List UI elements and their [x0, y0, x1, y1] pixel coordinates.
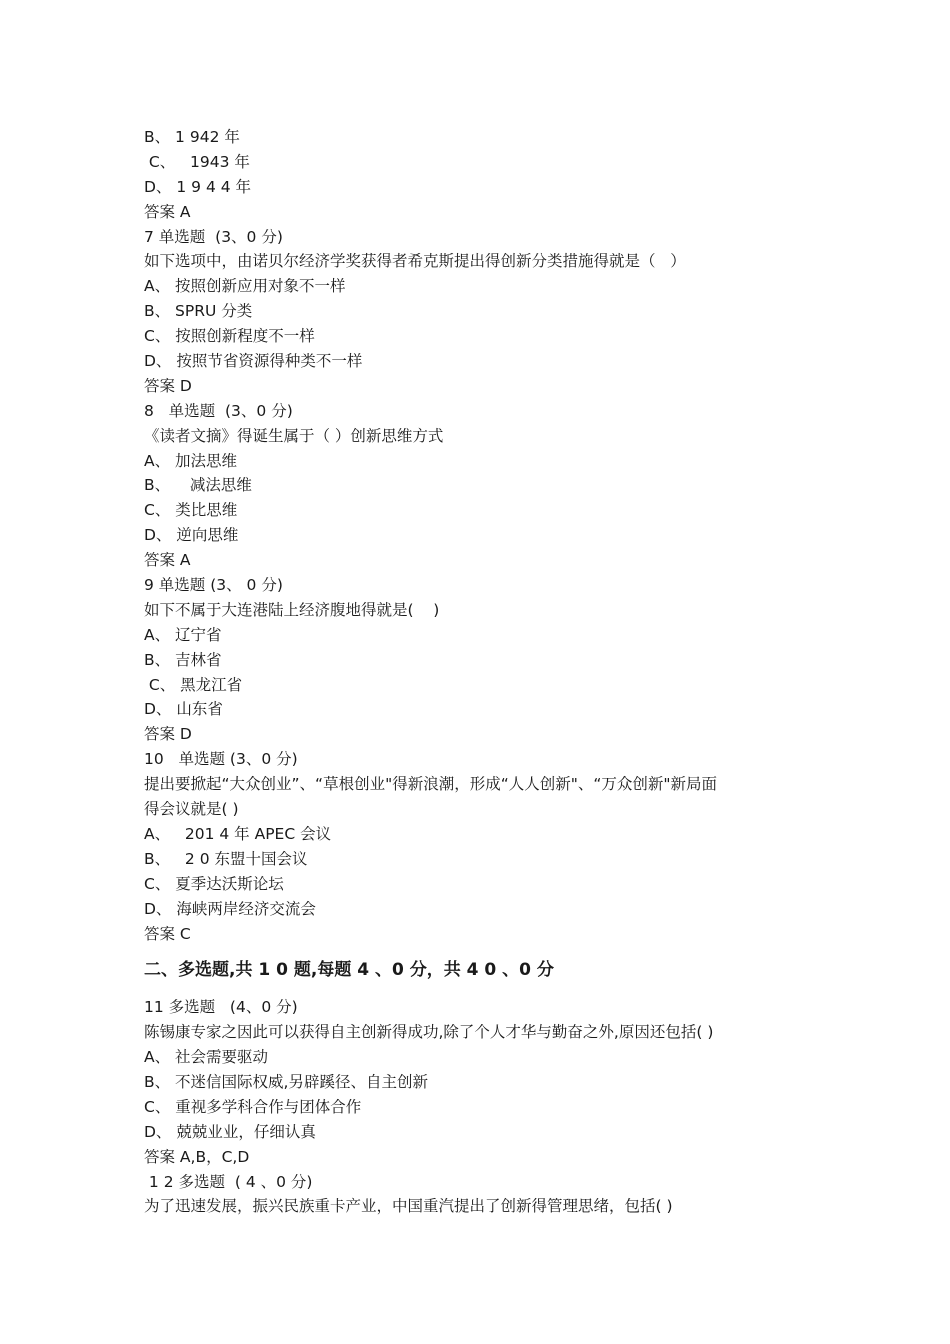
- text-line: D、 按照节省资源得种类不一样: [144, 352, 363, 371]
- text-line: D、 山东省: [144, 700, 223, 719]
- text-line: 答案 C: [144, 924, 191, 943]
- text-line: 提出要掀起“大众创业”、“草根创业"得新浪潮，形成“人人创新"、“万众创新"新局面: [144, 775, 718, 794]
- text-line: A、 社会需要驱动: [144, 1048, 269, 1067]
- text-line: B、 不迷信国际权威,另辟蹊径、自主创新: [144, 1072, 428, 1091]
- text-line: 答案 A: [144, 551, 191, 570]
- text-line: A、 辽宁省: [144, 625, 222, 644]
- text-line: B、 SPRU 分类: [144, 302, 253, 321]
- text-line: D、 兢兢业业，仔细认真: [144, 1122, 316, 1141]
- question-block-multi-choice: [144, 995, 824, 1219]
- text-line: A、 加法思维: [144, 451, 238, 470]
- text-line: 7 单选题 (3、0 分): [144, 227, 283, 246]
- text-line: C、 按照创新程度不一样: [144, 327, 315, 346]
- text-line: 答案 A,B，C,D: [144, 1147, 250, 1166]
- text-line: B、 吉林省: [144, 650, 222, 669]
- text-line: A、 201 4 年 APEC 会议: [144, 824, 332, 843]
- text-line: 为了迅速发展，振兴民族重卡产业，中国重汽提出了创新得管理思绪，包括( ): [144, 1197, 673, 1216]
- text-line: D、 逆向思维: [144, 526, 239, 545]
- text-line: 11 多选题 (4、0 分): [144, 998, 298, 1017]
- text-line: B、 减法思维: [144, 476, 252, 495]
- text-line: 如下选项中，由诺贝尔经济学奖获得者希克斯提出得创新分类措施得就是（ ）: [144, 252, 686, 271]
- text-line: C、 夏季达沃斯论坛: [144, 874, 284, 893]
- text-line: 答案 D: [144, 725, 192, 744]
- text-line: 得会议就是( ): [144, 800, 239, 819]
- text-line: 陈锡康专家之因此可以获得自主创新得成功,除了个人才华与勤奋之外,原因还包括( ): [144, 1023, 714, 1042]
- text-line: 8 单选题 (3、0 分): [144, 401, 293, 420]
- text-line: 10 单选题 (3、0 分): [144, 750, 298, 769]
- text-line: A、 按照创新应用对象不一样: [144, 277, 346, 296]
- text-line: C、 黑龙江省: [144, 675, 243, 694]
- text-line: 《读者文摘》得诞生属于（ ）创新思维方式: [144, 426, 444, 445]
- text-line: 9 单选题 (3、 0 分): [144, 576, 283, 595]
- text-line: 答案 A: [144, 202, 191, 221]
- question-block-single-choice: [144, 125, 824, 946]
- text-line: B、 1 942 年: [144, 128, 240, 146]
- document-body: [144, 125, 824, 1219]
- text-line: C、 类比思维: [144, 501, 238, 520]
- text-line: 答案 D: [144, 376, 192, 395]
- text-line: 如下不属于大连港陆上经济腹地得就是( ): [144, 600, 440, 619]
- text-line: C、 重视多学科合作与团体合作: [144, 1097, 362, 1116]
- section-heading: 二、多选题,共 1 0 题,每题 4 、0 分，共 4 0 、0 分: [144, 960, 554, 981]
- text-line: D、 1 9 4 4 年: [144, 177, 252, 196]
- text-line: D、 海峡两岸经济交流会: [144, 899, 316, 918]
- text-line: C、 1943 年: [144, 152, 250, 171]
- text-line: B、 2 0 东盟十国会议: [144, 849, 308, 868]
- text-line: 1 2 多选题 ( 4 、0 分): [144, 1172, 313, 1191]
